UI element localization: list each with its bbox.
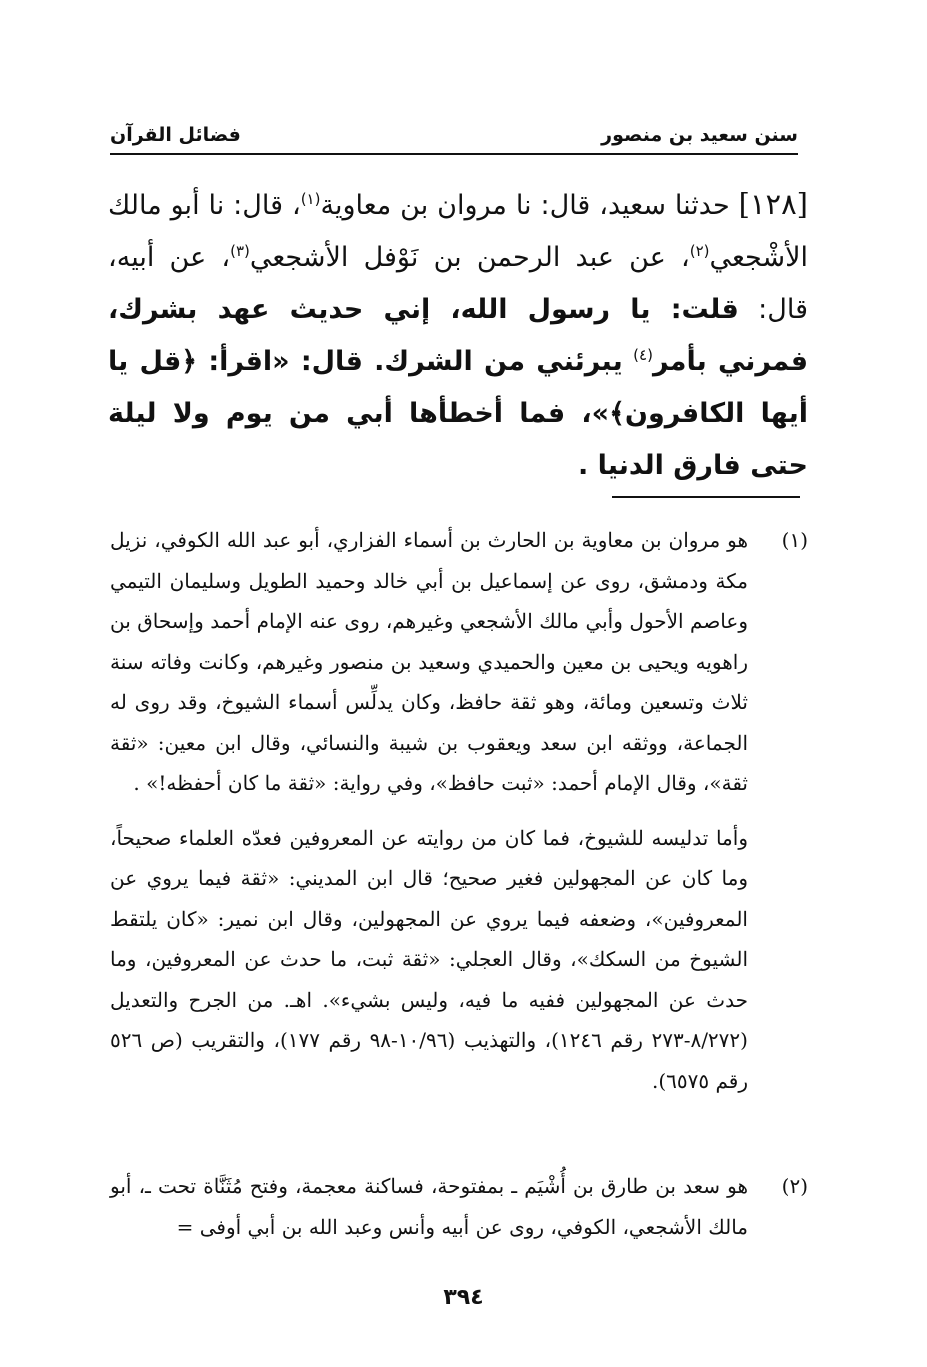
hadith-isnad-part: ، عن عبد الرحمن بن نَوْفل الأشجعي [249,242,690,273]
footnote [110,1166,808,1247]
book-title: سنن سعيد بن منصور [601,124,798,146]
footnote-body [110,520,748,1101]
hadith-matn: يبرئني من الشرك. قال: «اقرأ: ﴿قل يا أيها الكافرون﴾»، فما أخطأها أبي من يوم ولا ليلة حتى فارق الدنيا . [108,346,808,481]
footnote-marker: (٢) [689,242,710,260]
running-header [110,112,798,146]
hadith-text [108,178,808,492]
footnote-number: (١) [781,528,808,552]
footnote-marker: (٣) [230,242,250,260]
footnote-paragraph: وأما تدليسه للشيوخ، فما كان من روايته عن المعروفين فعدّه العلماء صحيحاً، وما كان عن المجهولين فغير صحيح؛ قال ابن المديني: «ثقة فيما يروي عن المعروفين»، وضعفه فيما يروي عن المجهولين، وقال ابن نمير: «كان يلتقط الشيوخ من السكك»، وقال العجلي: «ثقة ثبت، ما حدث عن المعروفين، وما حدث عن المجهولين ففيه ما فيه، وليس بشيء». اهـ. من الجرح والتعديل (٨/٢٧٢-٢٧٣ رقم ١٢٤٦)، والتهذيب (١٠/٩٦-٩٨ رقم ١٧٧)، والتقريب (ص ٥٢٦ رقم ٦٥٧٥). [110,825,748,1093]
hadith-matn: قلت: يا رسول الله، إني حديث عهد بشرك، فمرني بأمر [108,294,808,377]
hadith-isnad-part: ، قال: نا أبو مالك الأشْجعي [108,190,808,273]
footnote-marker: (٤) [633,346,653,364]
footnote [110,520,808,1101]
hadith-isnad-part: حدثنا سعيد، قال: نا مروان بن معاوية [320,190,730,221]
page-number: ٣٩٤ [443,1285,484,1310]
footnote-number: (٢) [781,1174,808,1198]
footnote-paragraph: هو سعد بن طارق بن أُشْيَم ـ بمفتوحة، فساكنة معجمة، وفتح مُثَنَّاة تحت ـ، أبو مالك الأشجعي، الكوفي، روى عن أبيه وأنس وعبد الله بن أبي أوفى = [110,1174,748,1239]
chapter-title: فضائل القرآن [110,124,241,146]
hadith-number: [١٢٨] [738,187,808,221]
footnote-marker: (١) [300,190,321,208]
hadith-isnad-part: ، عن أبيه، قال: [108,242,808,325]
footnote-paragraph: هو مروان بن معاوية بن الحارث بن أسماء الفزاري، أبو عبد الله الكوفي، نزيل مكة ودمشق، روى عن إسماعيل بن أبي خالد وحميد الطويل وسليمان التيمي وعاصم الأحول وأبي مالك الأشجعي وغيرهم، روى عنه الإمام أحمد وإسحاق بن راهويه ويحيى بن معين والحميدي وسعيد بن منصور وغيرهم، وكانت وفاته سنة ثلاث وتسعين ومائة، وهو ثقة حافظ، وكان يدلِّس أسماء الشيوخ، وقد روى له الجماعة، ووثقه ابن سعد ويعقوب بن شيبة والنسائي، وقال ابن معين: «ثقة ثقة»، وقال الإمام أحمد: «ثبت حافظ»، وفي رواية: «ثقة ما كان أحفظه!» . [110,528,748,795]
footnote-body [110,1166,748,1247]
footnote-separator [612,496,800,498]
header-rule [110,153,798,155]
